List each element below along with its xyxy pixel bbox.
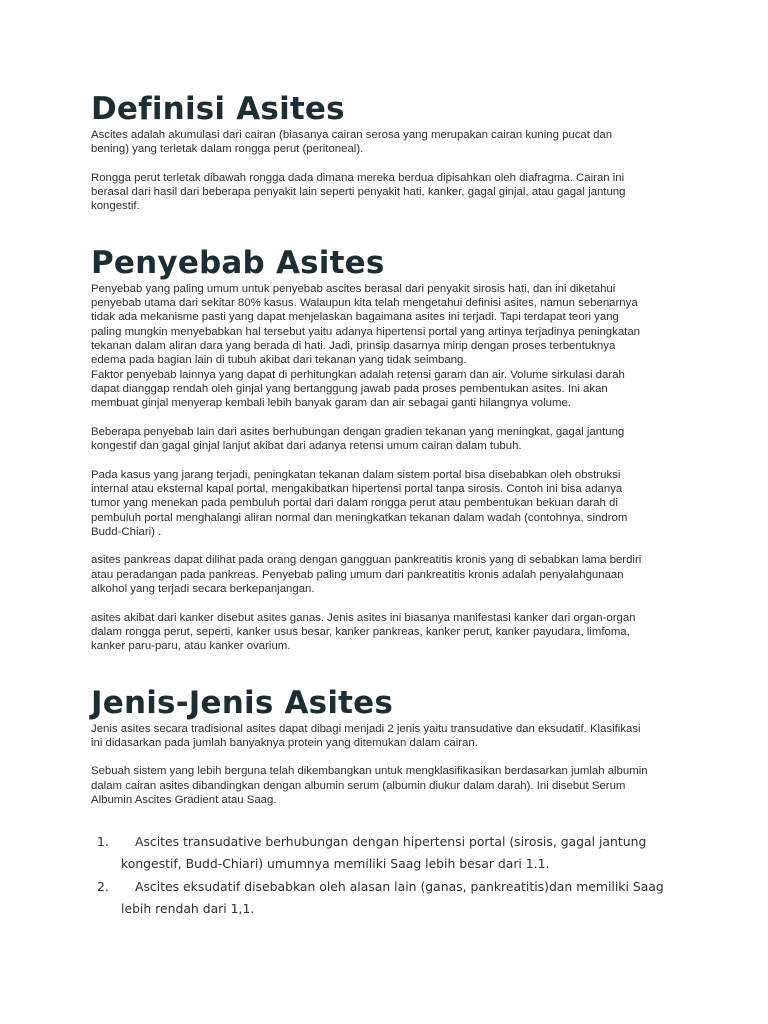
list-item [91,831,681,875]
paragraph: asites akibat dari kanker disebut asites ganas. Jenis asites ini biasanya manifestasi kanker dari organ-organ dalam rongga perut, seperti, kanker usus besar, kanker pankreas, kanker perut, kanker payudara, limfoma, kanker paru-paru, atau kanker ovarium. [91,611,636,653]
section-jenis [91,684,681,921]
list-item-number: 1. [97,834,109,850]
list-item-text: Ascites eksudatif disebabkan oleh alasan lain (ganas, pankreatitis)dan memiliki Saag lebih rendah dari 1,1. [121,879,664,917]
paragraph: Ascites adalah akumulasi dari cairan (biasanya cairan serosa yang merupakan cairan kuning pucat dan bening) yang terletak dalam rongga perut (peritoneal). [91,129,613,156]
paragraph: Rongga perut terletak dibawah rongga dada dimana mereka berdua dipisahkan oleh diafragma. Cairan ini berasal dari hasil dari beberapa penyakit lain seperti penyakit hati, kanker, gagal ginjal, atau gagal jantung kongestif. [91,171,626,213]
paragraph: asites pankreas dapat dilihat pada orang dengan gangguan pankreatitis kronis yang di sebabkan lama berdiri atau peradangan pada pankreas. Penyebab paling umum dari pankreatitis kronis adalah penyalahgunaan alkohol yang terjadi secara berkepanjangan. [91,554,642,596]
list-item-number: 2. [97,879,109,895]
document-body [91,90,681,921]
paragraph: Beberapa penyebab lain dari asites berhubungan dengan gradien tekanan yang meningkat, gagal jantung kongestif dan gagal ginjal lanjut akibat dari adanya retensi umum cairan dalam tubuh. [91,425,625,453]
paragraph: Penyebab yang paling umum untuk penyebab ascites berasal dari penyakit sirosis hati, dan ini diketahui penyebab utama dari sekitar 80% kasus. Walaupun kita telah mengetahui definisi asites, namun sebenarnya tidak ada mekanisme pasti yang dapat menjelaskan bagaimana asites ini terjadi. Tapi terdapat teori yang paling mungkin menyebabkan hal tersebut yaitu adanya hipertensi portal yang artinya terjadinya peningkatan tekanan dalam aliran dara yang berada di hati. Jadi, prinsip dasarnya mirip dengan proses terbentuknya edema pada bagian lain di tubuh akibat dari tekanan yang tidak seimbang. Faktor penyebab lainnya yang dapat di perhitungkan adalah retensi garam dan air. Volume sirkulasi darah dapat dianggap rendah oleh ginjal yang bertanggung jawab pada proses pembentukan asites. Ini akan membuat ginjal menyerap kembali lebih banyak garam dan air sebagai ganti hilangnya volume. [91,282,641,410]
section-penyebab [91,244,681,654]
section-definisi [91,90,681,214]
numbered-list [91,831,681,920]
section-heading: Jenis-Jenis Asites [91,684,394,721]
section-heading: Penyebab Asites [91,244,385,281]
paragraph: Sebuah sistem yang lebih berguna telah dikembangkan untuk mengklasifikasikan berdasarkan jumlah albumin dalam cairan asites dibandingkan dengan albumin serum (albumin diukur dalam darah). Ini disebut Serum Albumin Ascites Gradient atau Saag. [91,765,648,806]
list-item-text: Ascites transudative berhubungan dengan hipertensi portal (sirosis, gagal jantung kongestif, Budd-Chiari) umumnya memiliki Saag lebih besar dari 1.1. [121,834,647,872]
section-heading: Definisi Asites [91,91,345,127]
list-item [91,876,681,920]
paragraph: Pada kasus yang jarang terjadi, peningkatan tekanan dalam sistem portal bisa disebabkan oleh obstruksi internal atau eksternal kapal portal, mengakibatkan hipertensi portal tanpa sirosis. Contoh ini bisa adanya tumor yang menekan pada pembuluh portal dari dalam rongga perut atau pembentukan bekuan darah di pembuluh portal menghalangi aliran normal dan meningkatkan tekanan dalam wadah (contohnya, sindrom Budd-Chiari) . [91,468,628,538]
paragraph: Jenis asites secara tradisional asites dapat dibagi menjadi 2 jenis yaitu transudative dan eksudatif. Klasifikasi ini didasarkan pada jumlah banyaknya protein yang ditemukan dalam cairan. [91,722,641,749]
